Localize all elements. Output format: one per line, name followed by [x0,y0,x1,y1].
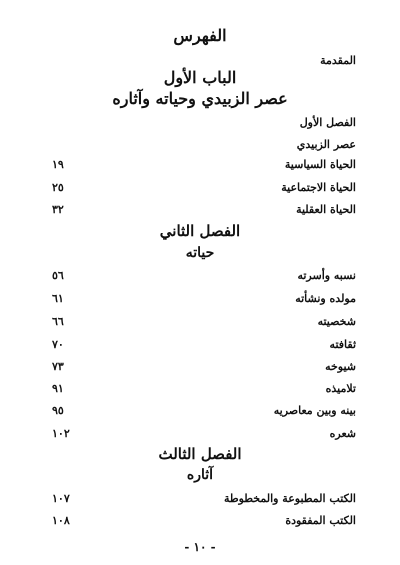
toc-entry-label: شخصيته [317,315,356,328]
toc-intro: المقدمة [320,54,356,67]
toc-entry [34,427,356,447]
toc-entry-label: بينه وبين معاصريه [273,404,356,417]
toc-entry-page: ٧٠ [52,338,64,351]
chapter3-heading: الفصل الثالث [158,445,242,463]
toc-entry [34,382,356,402]
toc-entry [34,203,356,223]
toc-entry [34,158,356,178]
toc-entry-label: الكتب المطبوعة والمخطوطة [223,492,356,505]
part1-subheading: عصر الزبيدي وحياته وآثاره [112,89,288,108]
toc-entry-label: الحياة العقلية [296,203,356,216]
toc-entry-label: مولده ونشأته [295,292,356,305]
part1-chapter: الفصل الأول [299,116,356,129]
toc-entry-label: شعره [329,427,356,440]
chapter2-heading: الفصل الثاني [159,222,241,240]
toc-entry [34,492,356,512]
page-folio: - ١٠ - [184,540,216,554]
toc-entry-page: ٩٥ [52,404,64,417]
toc-entry [34,404,356,424]
toc-title: الفهرس [173,26,227,45]
toc-entry-page: ٣٢ [52,203,64,216]
toc-entry [34,338,356,358]
toc-entry-label: تلاميذه [325,382,356,395]
chapter2-subheading: حياته [185,245,215,261]
toc-entry-label: الحياة السياسية [284,158,356,171]
toc-entry [34,360,356,380]
toc-entry-label: شيوخه [325,360,356,373]
toc-entry-label: ثقافته [329,338,356,351]
toc-entry-label: الكتب المفقودة [285,514,356,527]
toc-entry-label: نسبه وأسرته [297,269,356,282]
toc-entry-page: ١٠٨ [52,514,70,527]
part1-heading: الباب الأول [163,68,237,87]
toc-entry [34,315,356,335]
toc-entry [34,292,356,312]
toc-entry-page: ٦١ [52,292,64,305]
toc-entry-page: ٦٦ [52,315,64,328]
chapter3-subheading: آثاره [186,467,214,483]
toc-entry-page: ١٩ [52,158,64,171]
toc-entry-page: ١٠٧ [52,492,70,505]
toc-entry-label: الحياة الاجتماعية [281,181,356,194]
toc-entry-page: ٧٣ [52,360,64,373]
toc-entry [34,514,356,534]
toc-entry-page: ٩١ [52,382,64,395]
toc-entry [34,181,356,201]
toc-entry [34,269,356,289]
toc-entry-page: ٢٥ [52,181,64,194]
toc-entry-page: ٥٦ [52,269,64,282]
part1-section: عصر الزبيدي [296,138,356,151]
toc-entry-page: ١٠٢ [52,427,70,440]
